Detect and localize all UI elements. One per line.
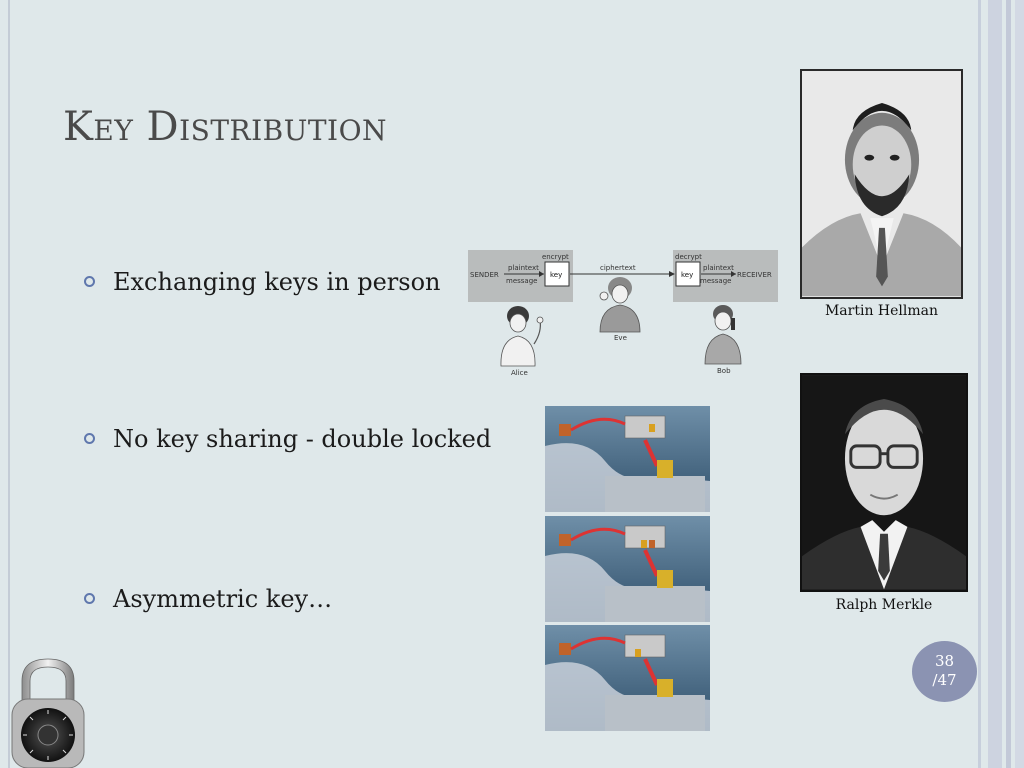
padlock-icon xyxy=(10,655,86,768)
page-number: 38 xyxy=(934,652,955,670)
ciphertext-label: ciphertext xyxy=(600,264,636,272)
decrypt-label: decrypt xyxy=(675,253,702,261)
bullet-text: Exchanging keys in person xyxy=(113,268,441,296)
bob-label: Bob xyxy=(717,367,731,375)
double-lock-step-1 xyxy=(545,406,710,512)
page-total: /47 xyxy=(932,671,957,689)
plaintext-right-label: plaintext xyxy=(703,264,734,272)
ralph-merkle-caption: Ralph Merkle xyxy=(835,597,933,613)
encryption-diagram xyxy=(468,248,778,378)
page-number-badge xyxy=(912,641,977,702)
ralph-merkle-photo xyxy=(800,373,968,592)
slide-title: Key Distribution xyxy=(63,104,388,150)
message-left-label: message xyxy=(506,277,538,285)
bullet-item xyxy=(84,585,332,613)
plaintext-left-label: plaintext xyxy=(508,264,539,272)
martin-hellman-photo xyxy=(800,69,963,299)
eve-figure xyxy=(600,277,640,332)
eve-label: Eve xyxy=(614,334,627,342)
frame-line-right-outer xyxy=(1006,0,1011,768)
encrypt-label: encrypt xyxy=(542,253,569,261)
bob-figure xyxy=(705,305,741,364)
bullet-icon xyxy=(84,593,95,604)
bullet-icon xyxy=(84,433,95,444)
key-left-label: key xyxy=(550,271,563,279)
frame-band-right xyxy=(988,0,1002,768)
double-lock-step-2 xyxy=(545,516,710,622)
bullet-icon xyxy=(84,276,95,287)
bullet-text: No key sharing - double locked xyxy=(113,425,492,453)
key-right-label: key xyxy=(681,271,694,279)
martin-hellman-caption: Martin Hellman xyxy=(824,303,939,319)
alice-label: Alice xyxy=(511,369,528,377)
bullet-item xyxy=(84,425,491,453)
bullet-text: Asymmetric key… xyxy=(113,585,333,613)
alice-figure xyxy=(501,306,543,366)
double-lock-step-3 xyxy=(545,625,710,731)
sender-label: SENDER xyxy=(470,271,499,279)
frame-line-right xyxy=(978,0,981,768)
frame-line-left xyxy=(8,0,10,768)
bullet-item xyxy=(84,268,440,296)
receiver-label: RECEIVER xyxy=(737,271,772,279)
message-right-label: message xyxy=(700,277,732,285)
frame-band-right-outer xyxy=(1015,0,1024,768)
